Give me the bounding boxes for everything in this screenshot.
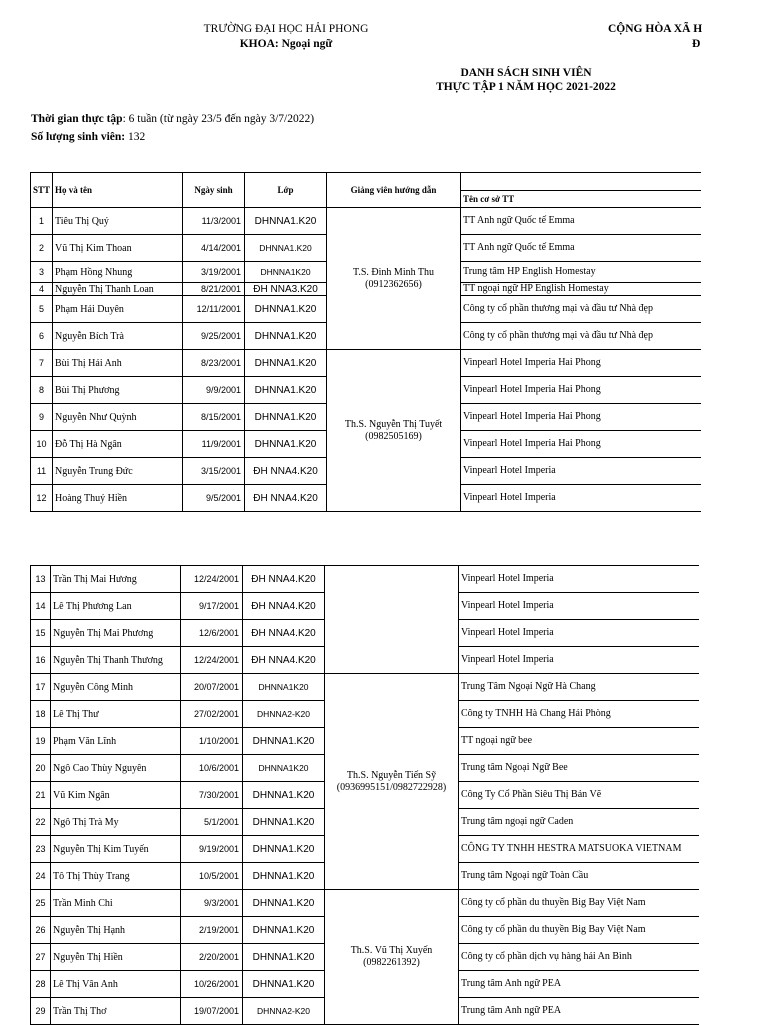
row-stt: 20 [31, 755, 51, 782]
student-dob: 12/11/2001 [183, 296, 245, 323]
student-name: Nguyễn Thị Hạnh [51, 917, 181, 944]
student-dob: 19/07/2001 [181, 998, 243, 1025]
row-stt: 18 [31, 701, 51, 728]
internship-organization: CÔNG TY TNHH HESTRA MATSUOKA VIETNAM [459, 836, 699, 863]
student-class: DHNNA1.K20 [245, 377, 327, 404]
internship-organization: Vinpearl Hotel Imperia [461, 485, 701, 512]
student-dob: 1/10/2001 [181, 728, 243, 755]
student-dob: 9/25/2001 [183, 323, 245, 350]
table-row [31, 674, 699, 701]
header-dob: Ngày sinh [183, 173, 245, 208]
header-org: Tên cơ sở TT [461, 190, 701, 207]
title-line-2: THỰC TẬP 1 NĂM HỌC 2021-2022 [436, 81, 616, 93]
row-stt: 29 [31, 998, 51, 1025]
advisor-phone: (0912362656) [365, 278, 422, 290]
student-dob: 8/23/2001 [183, 350, 245, 377]
internship-organization: Trung tâm Anh ngữ PEA [459, 998, 699, 1025]
student-name: Vũ Kim Ngân [51, 782, 181, 809]
duration-value: : 6 tuần (từ ngày 23/5 đến ngày 3/7/2022) [122, 113, 315, 125]
internship-organization: Trung tâm HP English Homestay [461, 262, 701, 283]
row-stt: 10 [31, 431, 53, 458]
advisor-phone: (0982261392) [363, 957, 420, 968]
row-stt: 5 [31, 296, 53, 323]
table-row [31, 208, 701, 235]
row-stt: 27 [31, 944, 51, 971]
advisor-name: Th.S. Nguyễn Tiến Sỹ [346, 769, 437, 781]
student-name: Lê Thị Thư [51, 701, 181, 728]
internship-organization: Vinpearl Hotel Imperia [459, 593, 699, 620]
student-name: Vũ Thị Kim Thoan [53, 235, 183, 262]
student-dob: 20/07/2001 [181, 674, 243, 701]
student-class: DHNNA1.K20 [243, 890, 325, 917]
advisor-cell [325, 566, 459, 674]
advisor-cell [327, 350, 461, 512]
student-table-block-1 [30, 172, 701, 512]
internship-organization: Trung tâm ngoại ngữ Caden [459, 809, 699, 836]
row-stt: 19 [31, 728, 51, 755]
table-header-row [31, 173, 701, 208]
student-name: Nguyễn Thị Thanh Loan [53, 283, 183, 296]
student-name: Nguyễn Như Quỳnh [53, 404, 183, 431]
advisor-name: T.S. Đinh Minh Thu [353, 266, 435, 278]
row-stt: 25 [31, 890, 51, 917]
advisor-name: Th.S. Nguyễn Thị Tuyết [344, 418, 443, 430]
student-dob: 3/19/2001 [183, 262, 245, 283]
student-class: DHNNA1K20 [243, 674, 325, 701]
row-stt: 16 [31, 647, 51, 674]
student-dob: 2/20/2001 [181, 944, 243, 971]
internship-organization: Vinpearl Hotel Imperia [459, 620, 699, 647]
internship-organization: Công ty cổ phần thương mại và đầu tư Nhà đẹp [461, 296, 701, 323]
student-class: DHNNA1.K20 [245, 404, 327, 431]
student-name: Nguyễn Công Minh [51, 674, 181, 701]
internship-organization: Vinpearl Hotel Imperia Hai Phong [461, 350, 701, 377]
row-stt: 8 [31, 377, 53, 404]
student-class: DHNNA1K20 [243, 755, 325, 782]
internship-organization: Vinpearl Hotel Imperia [459, 647, 699, 674]
student-dob: 12/24/2001 [181, 647, 243, 674]
row-stt: 13 [31, 566, 51, 593]
advisor-cell [327, 208, 461, 350]
internship-organization: Vinpearl Hotel Imperia [459, 566, 699, 593]
internship-organization: Trung tâm Ngoại ngữ Toàn Cầu [459, 863, 699, 890]
student-class: DHNNA1.K20 [245, 350, 327, 377]
header-name: Họ và tên [53, 173, 183, 208]
row-stt: 23 [31, 836, 51, 863]
internship-organization: Công ty cổ phần dịch vụ hàng hải An Bình [459, 944, 699, 971]
header-stt: STT [31, 173, 53, 208]
duration-label: Thời gian thực tập [31, 113, 123, 125]
student-name: Nguyễn Bích Trà [53, 323, 183, 350]
student-class: ĐH NNA4.K20 [243, 593, 325, 620]
internship-organization: Công Ty Cổ Phần Siêu Thị Bản Vẽ [459, 782, 699, 809]
header-advisor: Giảng viên hướng dẫn [327, 173, 461, 208]
student-class: DHNNA1.K20 [245, 296, 327, 323]
student-name: Nguyễn Thị Mai Phương [51, 620, 181, 647]
row-stt: 6 [31, 323, 53, 350]
university-name: TRƯỜNG ĐẠI HỌC HẢI PHONG [203, 23, 369, 35]
student-name: Trần Thị Mai Hương [51, 566, 181, 593]
student-dob: 9/9/2001 [183, 377, 245, 404]
count-label: Số lượng sinh viên: [31, 131, 126, 143]
student-class: ĐH NNA4.K20 [243, 647, 325, 674]
student-dob: 12/6/2001 [181, 620, 243, 647]
row-stt: 28 [31, 971, 51, 998]
student-count [31, 131, 145, 143]
student-name: Nguyễn Thị Thanh Thương [51, 647, 181, 674]
document-title [0, 66, 768, 94]
student-dob: 7/30/2001 [181, 782, 243, 809]
internship-organization: Vinpearl Hotel Imperia [461, 458, 701, 485]
student-dob: 9/3/2001 [181, 890, 243, 917]
student-dob: 9/19/2001 [181, 836, 243, 863]
student-dob: 3/15/2001 [183, 458, 245, 485]
student-class: DHNNA1.K20 [243, 809, 325, 836]
header-class: Lớp [245, 173, 327, 208]
internship-organization: TT Anh ngữ Quốc tế Emma [461, 235, 701, 262]
internship-organization: Vinpearl Hotel Imperia Hai Phong [461, 404, 701, 431]
student-class: ĐH NNA4.K20 [245, 485, 327, 512]
internship-organization: TT ngoại ngữ HP English Homestay [461, 283, 701, 296]
student-dob: 27/02/2001 [181, 701, 243, 728]
student-name: Phạm Hồng Nhung [53, 262, 183, 283]
row-stt: 17 [31, 674, 51, 701]
university-header [200, 22, 372, 52]
student-name: Lê Thị Phương Lan [51, 593, 181, 620]
student-name: Đỗ Thị Hà Ngân [53, 431, 183, 458]
student-class: DHNNA1.K20 [243, 836, 325, 863]
row-stt: 15 [31, 620, 51, 647]
row-stt: 21 [31, 782, 51, 809]
student-class: DHNNA1.K20 [243, 944, 325, 971]
republic-name: CỘNG HÒA XÃ H [608, 23, 703, 35]
row-stt: 2 [31, 235, 53, 262]
student-class: DHNNA1.K20 [245, 431, 327, 458]
table-row [31, 350, 701, 377]
count-value: 132 [128, 131, 146, 143]
internship-organization: Trung tâm Ngoại Ngữ Bee [459, 755, 699, 782]
student-dob: 8/15/2001 [183, 404, 245, 431]
student-name: Trần Thị Thơ [51, 998, 181, 1025]
student-class: DHNNA1.K20 [243, 863, 325, 890]
advisor-cell [325, 890, 459, 1025]
row-stt: 12 [31, 485, 53, 512]
student-class: ĐH NNA4.K20 [245, 458, 327, 485]
student-class: DHNNA1.K20 [245, 208, 327, 235]
student-name: Nguyễn Trung Đức [53, 458, 183, 485]
internship-duration [31, 113, 314, 125]
row-stt: 26 [31, 917, 51, 944]
row-stt: 1 [31, 208, 53, 235]
student-dob: 10/26/2001 [181, 971, 243, 998]
internship-organization: Vinpearl Hotel Imperia Hai Phong [461, 377, 701, 404]
table-row [31, 890, 699, 917]
table-row [31, 566, 699, 593]
student-class: DHNNA1.K20 [243, 917, 325, 944]
advisor-name: Th.S. Vũ Thị Xuyến [350, 945, 433, 956]
student-name: Trần Minh Chi [51, 890, 181, 917]
student-name: Phạm Văn Lĩnh [51, 728, 181, 755]
student-name: Nguyễn Thị Kim Tuyến [51, 836, 181, 863]
faculty-name: KHOA: Ngoại ngữ [239, 38, 333, 50]
student-name: Nguyễn Thị Hiền [51, 944, 181, 971]
student-name: Hoàng Thuý Hiền [53, 485, 183, 512]
student-dob: 4/14/2001 [183, 235, 245, 262]
student-class: ĐH NNA3.K20 [245, 283, 327, 296]
internship-organization: Công ty cổ phần du thuyền Big Bay Việt Nam [459, 917, 699, 944]
advisor-phone: (0936995151/0982722928) [336, 781, 447, 793]
student-dob: 5/1/2001 [181, 809, 243, 836]
republic-header [608, 22, 702, 52]
motto-fragment: Đ [692, 38, 701, 50]
student-dob: 12/24/2001 [181, 566, 243, 593]
student-class: ĐH NNA4.K20 [243, 566, 325, 593]
student-class: DHNNA1.K20 [245, 323, 327, 350]
student-name: Bùi Thị Hải Anh [53, 350, 183, 377]
student-table-block-2 [30, 565, 699, 1025]
student-class: DHNNA1.K20 [245, 235, 327, 262]
row-stt: 4 [31, 283, 53, 296]
student-name: Ngô Thị Trà My [51, 809, 181, 836]
student-class: DHNNA2-K20 [243, 998, 325, 1025]
student-name: Tô Thị Thùy Trang [51, 863, 181, 890]
student-name: Phạm Hải Duyên [53, 296, 183, 323]
student-name: Ngô Cao Thùy Nguyên [51, 755, 181, 782]
student-dob: 10/6/2001 [181, 755, 243, 782]
row-stt: 14 [31, 593, 51, 620]
student-name: Bùi Thị Phương [53, 377, 183, 404]
internship-organization: Trung tâm Anh ngữ PEA [459, 971, 699, 998]
student-dob: 10/5/2001 [181, 863, 243, 890]
internship-organization: Trung Tâm Ngoại Ngữ Hà Chang [459, 674, 699, 701]
advisor-cell [325, 674, 459, 890]
student-class: DHNNA1.K20 [243, 971, 325, 998]
row-stt: 11 [31, 458, 53, 485]
student-class: DHNNA1.K20 [243, 728, 325, 755]
internship-organization: TT Anh ngữ Quốc tế Emma [461, 208, 701, 235]
student-class: ĐH NNA4.K20 [243, 620, 325, 647]
student-class: DHNNA1K20 [245, 262, 327, 283]
student-name: Lê Thị Vân Anh [51, 971, 181, 998]
internship-organization: Công ty TNHH Hà Chang Hải Phòng [459, 701, 699, 728]
internship-organization: Công ty cổ phần thương mại và đầu tư Nhà đẹp [461, 323, 701, 350]
student-dob: 11/9/2001 [183, 431, 245, 458]
row-stt: 22 [31, 809, 51, 836]
header-org-cell [461, 173, 701, 208]
student-name: Tiêu Thị Quý [53, 208, 183, 235]
internship-organization: TT ngoại ngữ bee [459, 728, 699, 755]
row-stt: 7 [31, 350, 53, 377]
student-class: DHNNA2-K20 [243, 701, 325, 728]
title-line-1: DANH SÁCH SINH VIÊN [460, 67, 592, 79]
internship-organization: Công ty cổ phần du thuyền Big Bay Việt Nam [459, 890, 699, 917]
student-dob: 9/17/2001 [181, 593, 243, 620]
student-dob: 11/3/2001 [183, 208, 245, 235]
internship-organization: Vinpearl Hotel Imperia Hai Phong [461, 431, 701, 458]
student-dob: 9/5/2001 [183, 485, 245, 512]
advisor-phone: (0982505169) [365, 430, 422, 442]
student-class: DHNNA1.K20 [243, 782, 325, 809]
row-stt: 9 [31, 404, 53, 431]
student-dob: 2/19/2001 [181, 917, 243, 944]
student-dob: 8/21/2001 [183, 283, 245, 296]
row-stt: 24 [31, 863, 51, 890]
row-stt: 3 [31, 262, 53, 283]
